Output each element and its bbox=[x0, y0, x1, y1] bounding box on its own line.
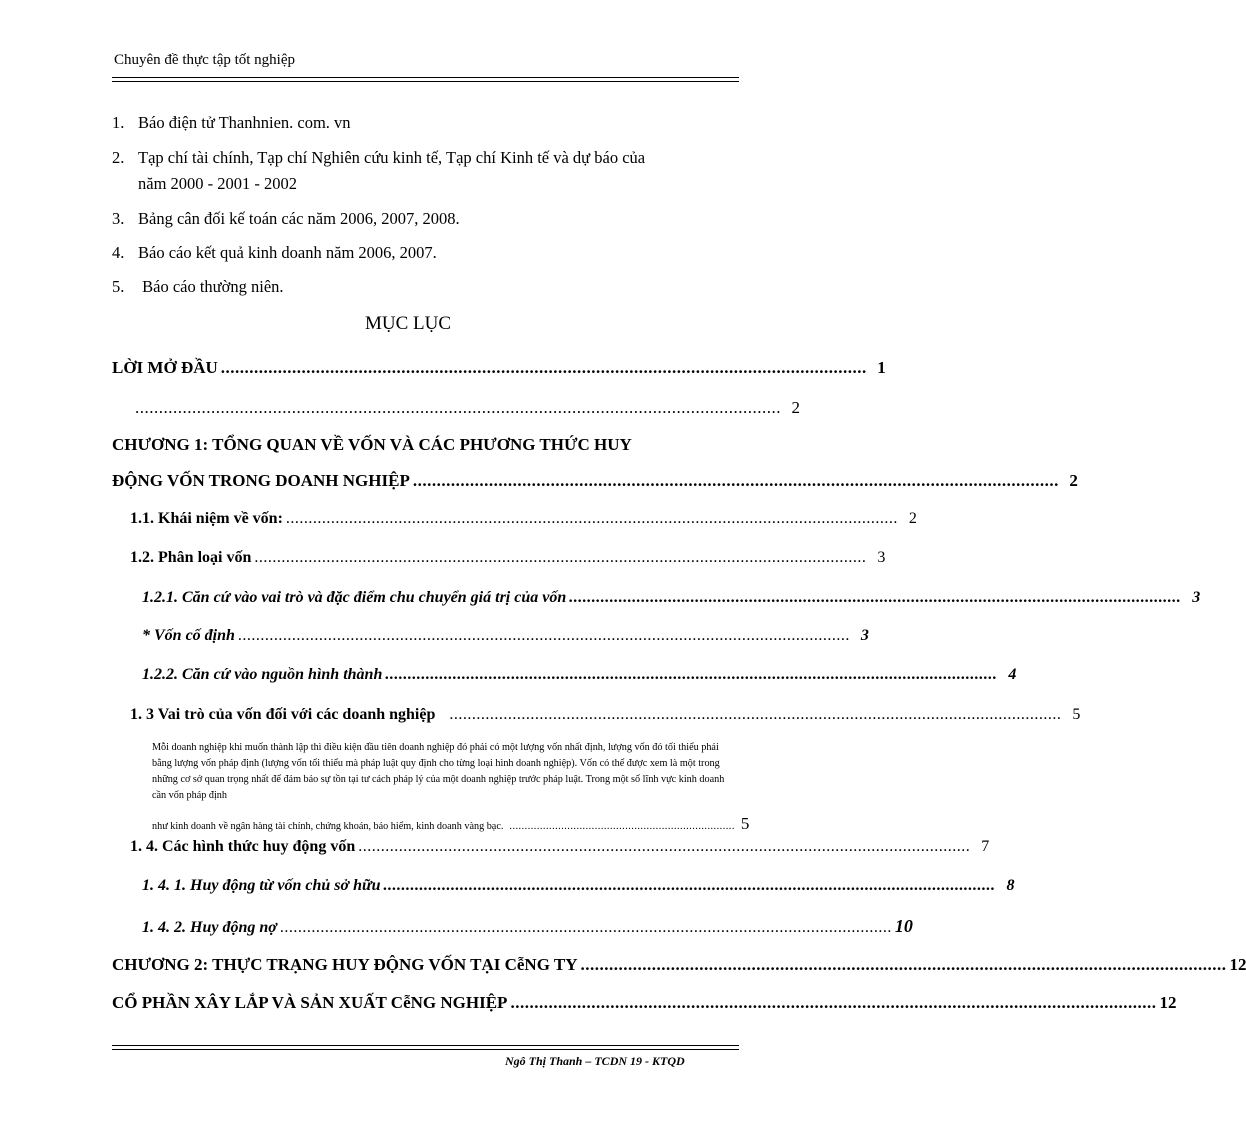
toc-entry[interactable]: như kinh doanh về ngân hàng tài chính, chứng khoán, bảo hiểm, kinh doanh vàng bạc. .......................................................................... 5 bbox=[152, 814, 750, 833]
reference-item: 1. Báo điện tử Thanhnien. com. vn bbox=[112, 113, 351, 132]
header-rule-bottom bbox=[112, 81, 739, 82]
toc-entry[interactable]: LỜI MỞ ĐẦU ........................................................................................................................................ 1 bbox=[112, 358, 886, 377]
toc-entry[interactable]: 1. 4. 2. Huy động nợ ........................................................................................................................................ 10 bbox=[142, 916, 913, 936]
header-title: Chuyên đề thực tập tốt nghiệp bbox=[114, 52, 296, 68]
toc-entry[interactable]: 1.1. Khái niệm về vốn: ........................................................................................................................................ 2 bbox=[130, 510, 917, 527]
toc-entry[interactable]: 1.2.2. Căn cứ vào nguồn hình thành ........................................................................................................................................ 4 bbox=[142, 666, 1017, 683]
toc-entry[interactable]: 1. 4. Các hình thức huy động vốn ........................................................................................................................................ 7 bbox=[130, 838, 990, 855]
toc-entry[interactable]: * Vốn cố định ........................................................................................................................................ 3 bbox=[142, 627, 869, 644]
reference-item: 3. Bảng cân đối kế toán các năm 2006, 2007, 2008. bbox=[112, 209, 460, 228]
reference-item: 5. Báo cáo thường niên. bbox=[112, 277, 284, 296]
toc-entry[interactable]: 1. 4. 1. Huy động từ vốn chủ sở hữu ........................................................................................................................................ 8 bbox=[142, 877, 1015, 894]
toc-entry[interactable]: ĐỘNG VỐN TRONG DOANH NGHIỆP ........................................................................................................................................ 2 bbox=[112, 471, 1078, 490]
toc-entry[interactable]: 1. 3 Vai trò của vốn đối với các doanh nghiệp ........................................................................................................................................ 5 bbox=[130, 706, 1081, 723]
footer-author: Ngô Thị Thanh – TCDN 19 - KTQD bbox=[505, 1054, 685, 1068]
reference-item: 2. Tạp chí tài chính, Tạp chí Nghiên cứu kinh tế, Tạp chí Kinh tế và dự báo của bbox=[112, 148, 646, 167]
toc-description-paragraph: Mỗi doanh nghiệp khi muốn thành lập thì điều kiện đầu tiên doanh nghiệp đó phải có một lượng vốn nhất định, lượng vốn đó tối thiểu phải bằng lượng vốn pháp định (lượng vốn tối thiểu mà pháp luật quy định cho từng loại hình doanh nghiệp). Vốn có thể được xem là một trong những cơ sở quan trọng nhất để đảm bảo sự tồn tại tư cách pháp lý của một doanh nghiệp trước pháp luật. Trong một số lĩnh vực kinh doanh cần vốn pháp định bbox=[152, 742, 725, 801]
toc-entry[interactable]: CHƯƠNG 2: THỰC TRẠNG HUY ĐỘNG VỐN TẠI CễNG TY ........................................................................................................................................ 12 bbox=[112, 955, 1246, 974]
toc-entry[interactable]: 1.2.1. Căn cứ vào vai trò và đặc điểm chu chuyển giá trị của vốn ........................................................................................................................................ 3 bbox=[142, 589, 1201, 606]
reference-item-continuation: năm 2000 - 2001 - 2002 bbox=[138, 174, 298, 193]
reference-item: 4. Báo cáo kết quả kinh doanh năm 2006, 2007. bbox=[112, 243, 437, 262]
footer-rule-bottom bbox=[112, 1049, 739, 1050]
toc-entry[interactable]: 1.2. Phân loại vốn ........................................................................................................................................ 3 bbox=[130, 549, 886, 566]
toc-entry[interactable]: ........................................................................................................................................ 2 bbox=[135, 398, 800, 417]
toc-title: MỤC LỤC bbox=[364, 313, 452, 334]
footer-rule-top bbox=[112, 1045, 739, 1046]
toc-entry[interactable]: CỔ PHẦN XÂY LẮP VÀ SẢN XUẤT CễNG NGHIỆP ........................................................................................................................................ 12 bbox=[112, 993, 1177, 1012]
header-rule-top bbox=[112, 77, 739, 78]
toc-entry-chapter-1-line-1[interactable]: CHƯƠNG 1: TỔNG QUAN VỀ VỐN VÀ CÁC PHƯƠNG THỨC HUY bbox=[112, 435, 632, 454]
